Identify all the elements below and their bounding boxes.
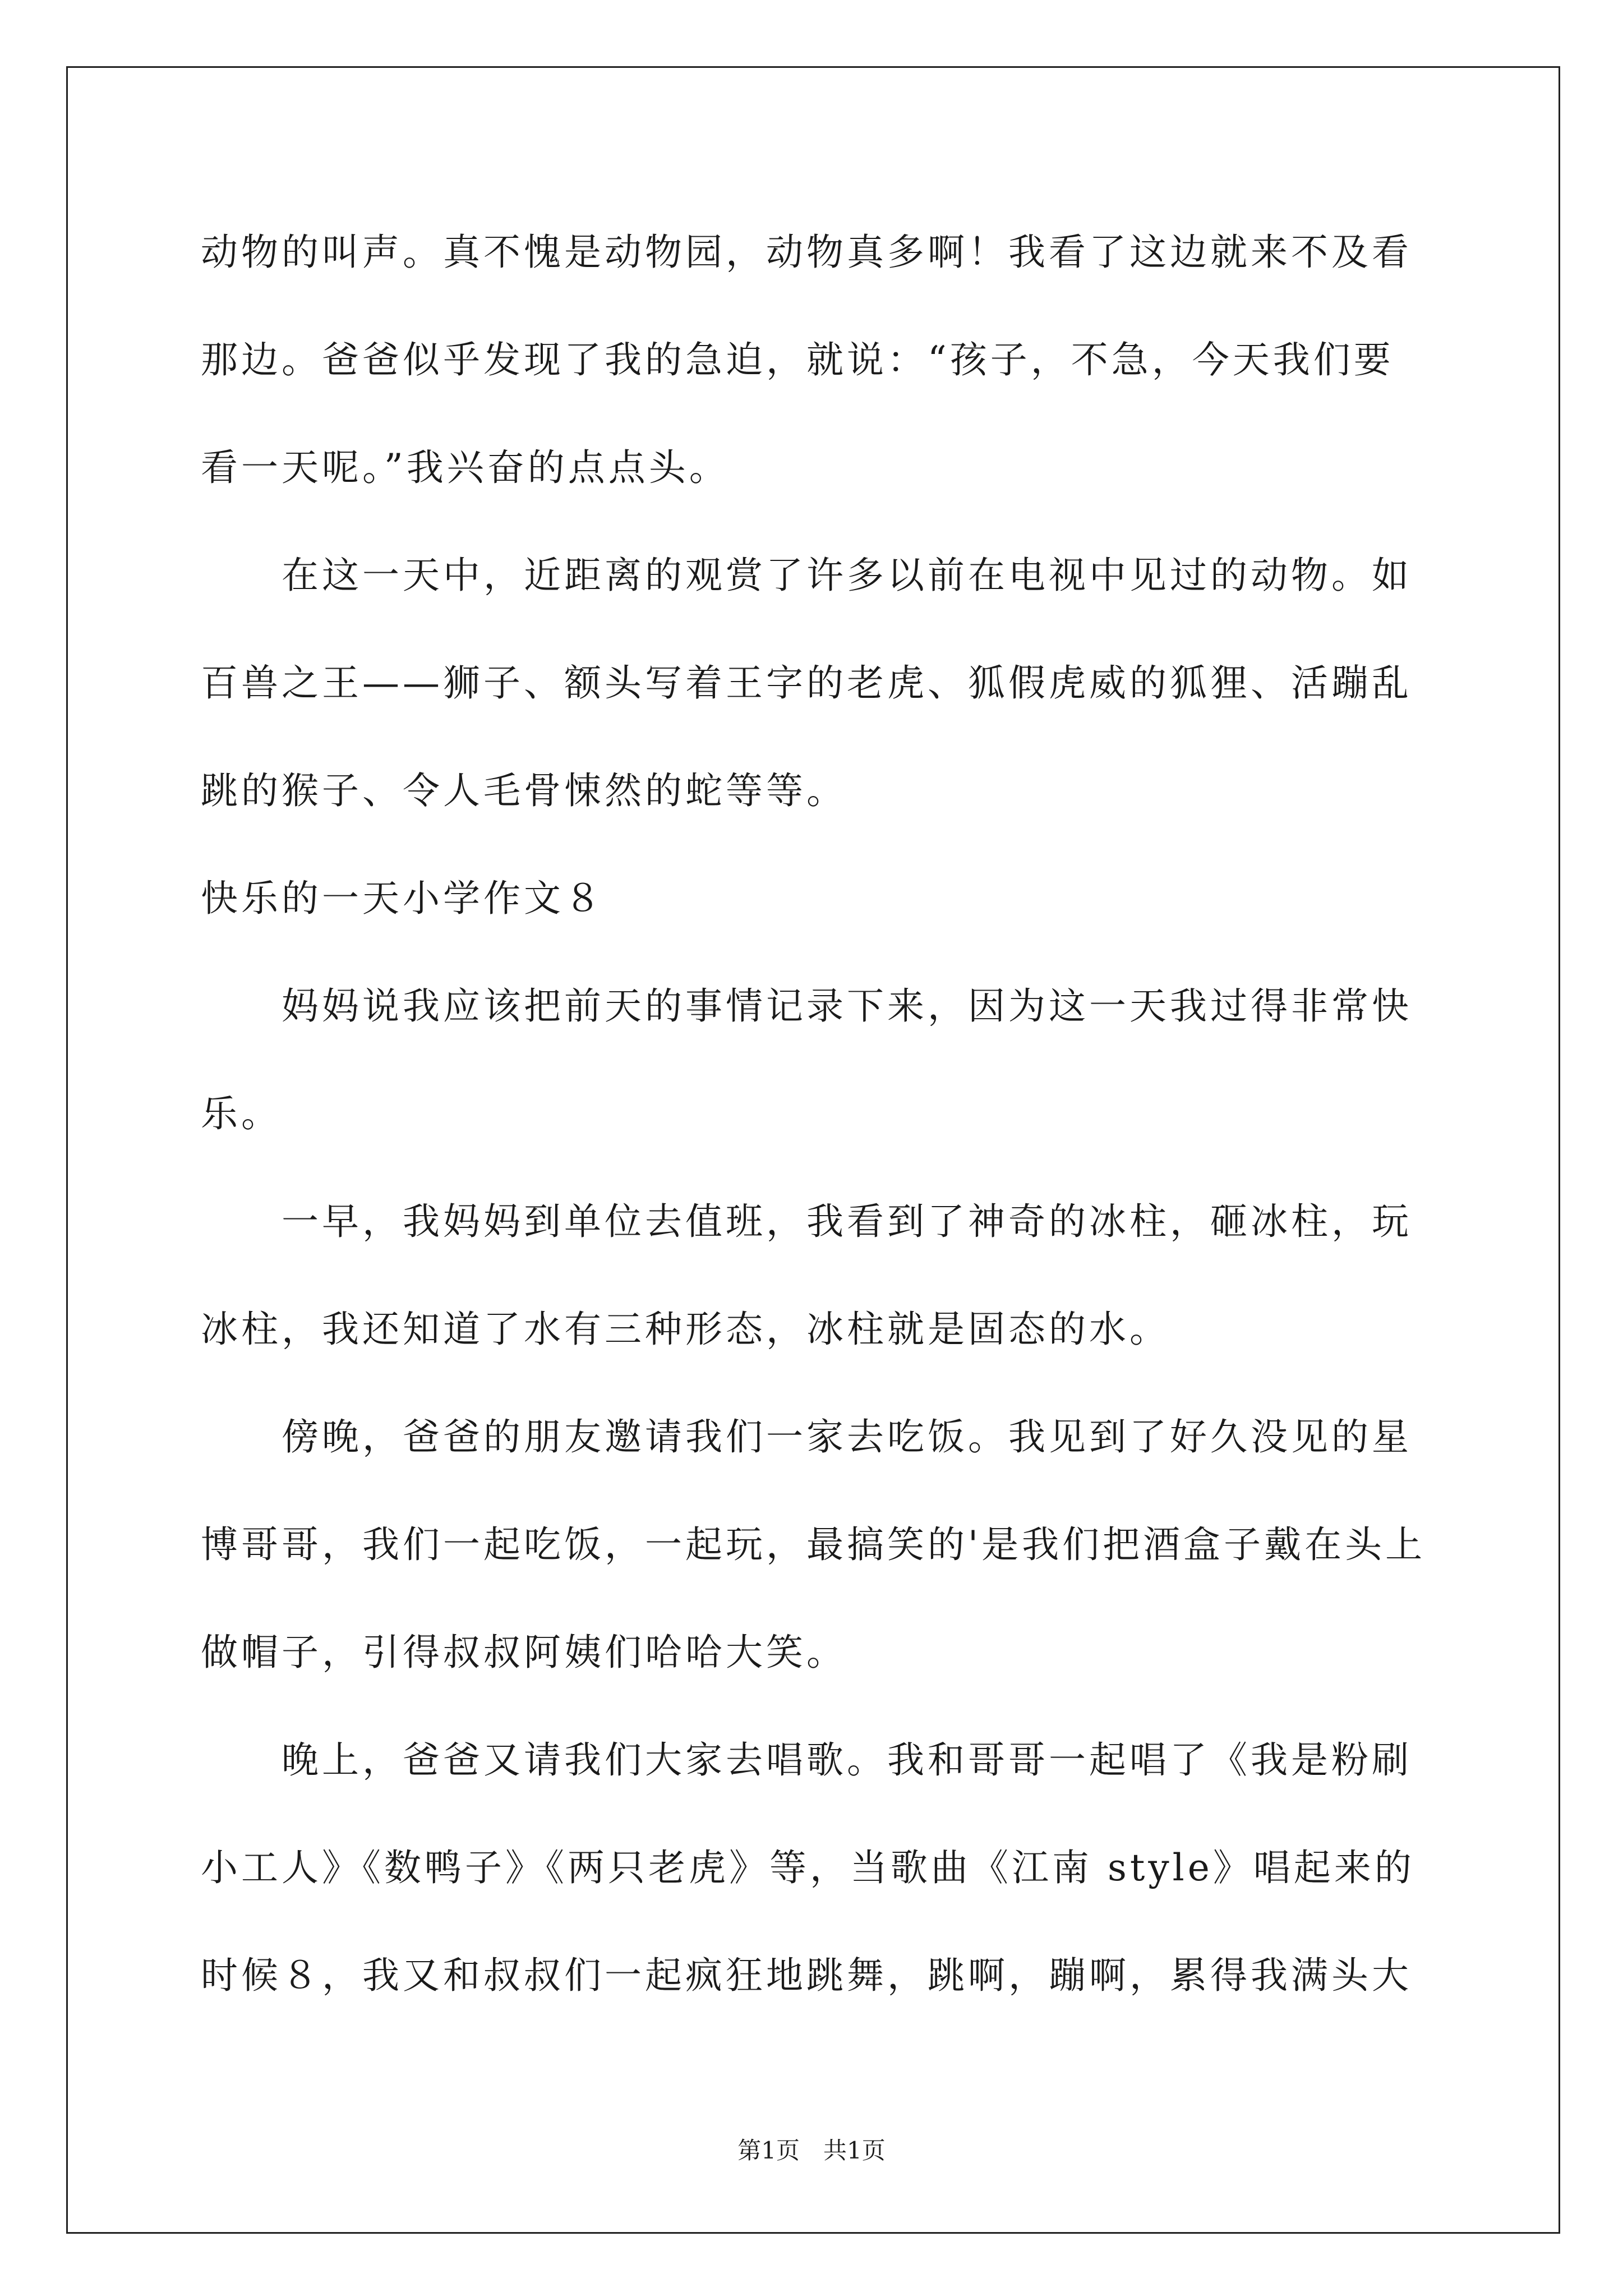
text-line: 百兽之王——狮子、额头写着王字的老虎、狐假虎威的狐狸、活蹦乱 bbox=[201, 661, 1412, 705]
text-line: 动物的叫声。真不愧是动物园，动物真多啊！我看了这边就来不及看 bbox=[201, 231, 1412, 274]
text-line: 时候８，我又和叔叔们一起疯狂地跳舞，跳啊，蹦啊，累得我满头大 bbox=[201, 1954, 1412, 1997]
document-body bbox=[201, 213, 1446, 2044]
text-line: 乐。 bbox=[201, 1092, 282, 1135]
text-line: 博哥哥，我们一起吃饭，一起玩，最搞笑的'是我们把酒盒子戴在头上 bbox=[201, 1523, 1426, 1566]
text-line: 跳的猴子、令人毛骨悚然的蛇等等。 bbox=[201, 769, 847, 812]
text-line: 一早，我妈妈到单位去值班，我看到了神奇的冰柱，砸冰柱，玩 bbox=[282, 1200, 1412, 1243]
text-line: 小工人》《数鸭子》《两只老虎》等，当歌曲《江南 style》唱起来的 bbox=[201, 1846, 1415, 1889]
text-line: 看一天呢。”我兴奋的点点头。 bbox=[201, 446, 730, 489]
text-line: 那边。爸爸似乎发现了我的急迫，就说：“孩子，不急，今天我们要 bbox=[201, 338, 1394, 381]
text-line: 在这一天中，近距离的观赏了许多以前在电视中见过的动物。如 bbox=[282, 554, 1412, 597]
text-line: 做帽子，引得叔叔阿姨们哈哈大笑。 bbox=[201, 1631, 847, 1674]
section-heading: 快乐的一天小学作文８ bbox=[201, 877, 605, 920]
text-line: 傍晚，爸爸的朋友邀请我们一家去吃饭。我见到了好久没见的星 bbox=[282, 1415, 1412, 1458]
text-line: 晚上，爸爸又请我们大家去唱歌。我和哥哥一起唱了《我是粉刷 bbox=[282, 1738, 1412, 1782]
text-line: 妈妈说我应该把前天的事情记录下来，因为这一天我过得非常快 bbox=[282, 984, 1412, 1028]
text-line: 冰柱，我还知道了水有三种形态，冰柱就是固态的水。 bbox=[201, 1308, 1170, 1351]
page-footer: 第1页 共1页 bbox=[737, 2137, 886, 2164]
